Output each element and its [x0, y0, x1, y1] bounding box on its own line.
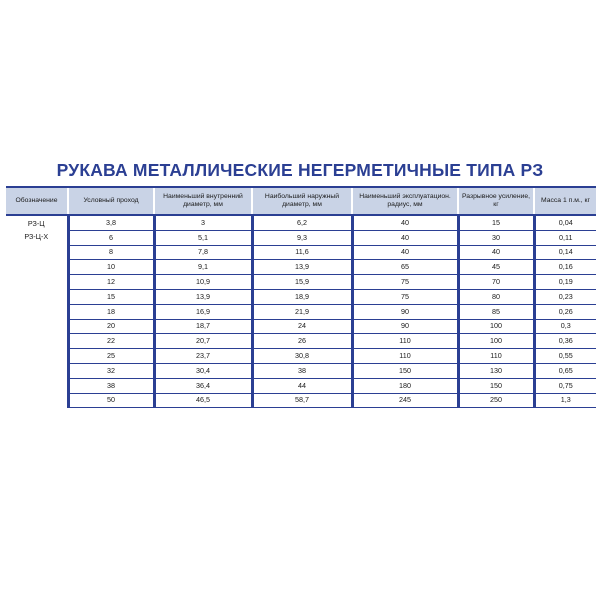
- cell-breaking-force: 150: [458, 378, 534, 393]
- table-body: [6, 215, 596, 408]
- cell-min-inner-diameter: 10,9: [154, 275, 252, 290]
- cell-breaking-force: 70: [458, 275, 534, 290]
- header-row: [6, 187, 596, 215]
- cell-mass-per-meter: 0,55: [534, 349, 596, 364]
- header-designation: Обозначение: [6, 187, 68, 215]
- cell-min-inner-diameter: 3: [154, 215, 252, 230]
- header-max-outer-diameter: Наибольший наружный диаметр, мм: [252, 187, 352, 215]
- cell-nominal-bore: 10: [68, 260, 154, 275]
- cell-breaking-force: 80: [458, 289, 534, 304]
- table-row: [6, 215, 596, 230]
- cell-mass-per-meter: 0,3: [534, 319, 596, 334]
- cell-min-inner-diameter: 23,7: [154, 349, 252, 364]
- table-row: [6, 289, 596, 304]
- table-row: [6, 275, 596, 290]
- cell-breaking-force: 45: [458, 260, 534, 275]
- cell-max-outer-diameter: 13,9: [252, 260, 352, 275]
- page-title: РУКАВА МЕТАЛЛИЧЕСКИЕ НЕГЕРМЕТИЧНЫЕ ТИПА РЗ: [56, 160, 544, 180]
- table-row: [6, 334, 596, 349]
- cell-mass-per-meter: 0,26: [534, 304, 596, 319]
- cell-min-bend-radius: 75: [352, 289, 458, 304]
- cell-min-bend-radius: 40: [352, 245, 458, 260]
- cell-nominal-bore: 3,8: [68, 215, 154, 230]
- cell-min-inner-diameter: 16,9: [154, 304, 252, 319]
- cell-mass-per-meter: 0,19: [534, 275, 596, 290]
- cell-breaking-force: 110: [458, 349, 534, 364]
- cell-mass-per-meter: 0,04: [534, 215, 596, 230]
- cell-max-outer-diameter: 18,9: [252, 289, 352, 304]
- cell-min-bend-radius: 75: [352, 275, 458, 290]
- cell-max-outer-diameter: 15,9: [252, 275, 352, 290]
- cell-min-bend-radius: 65: [352, 260, 458, 275]
- cell-min-inner-diameter: 18,7: [154, 319, 252, 334]
- table-row: [6, 319, 596, 334]
- cell-min-bend-radius: 180: [352, 378, 458, 393]
- cell-nominal-bore: 50: [68, 393, 154, 408]
- cell-min-inner-diameter: 30,4: [154, 363, 252, 378]
- cell-min-inner-diameter: 20,7: [154, 334, 252, 349]
- cell-min-inner-diameter: 46,5: [154, 393, 252, 408]
- cell-max-outer-diameter: 58,7: [252, 393, 352, 408]
- cell-nominal-bore: 32: [68, 363, 154, 378]
- cell-max-outer-diameter: 24: [252, 319, 352, 334]
- table-row: [6, 393, 596, 408]
- table-row: [6, 304, 596, 319]
- cell-min-bend-radius: 245: [352, 393, 458, 408]
- spec-table: [6, 186, 596, 408]
- cell-mass-per-meter: 0,75: [534, 378, 596, 393]
- cell-breaking-force: 100: [458, 319, 534, 334]
- cell-mass-per-meter: 0,65: [534, 363, 596, 378]
- cell-breaking-force: 250: [458, 393, 534, 408]
- cell-nominal-bore: 20: [68, 319, 154, 334]
- cell-breaking-force: 85: [458, 304, 534, 319]
- cell-nominal-bore: 38: [68, 378, 154, 393]
- cell-max-outer-diameter: 26: [252, 334, 352, 349]
- cell-nominal-bore: 15: [68, 289, 154, 304]
- cell-min-bend-radius: 90: [352, 304, 458, 319]
- cell-breaking-force: 30: [458, 230, 534, 245]
- table-row: [6, 260, 596, 275]
- designation-item: РЗ-Ц-Х: [24, 232, 49, 241]
- cell-nominal-bore: 25: [68, 349, 154, 364]
- cell-max-outer-diameter: 38: [252, 363, 352, 378]
- table-row: [6, 230, 596, 245]
- cell-nominal-bore: 18: [68, 304, 154, 319]
- cell-breaking-force: 130: [458, 363, 534, 378]
- cell-mass-per-meter: 0,36: [534, 334, 596, 349]
- header-mass-per-meter: Масса 1 п.м., кг: [534, 187, 596, 215]
- header-min-bend-radius: Наименьший эксплуатацион. радиус, мм: [352, 187, 458, 215]
- header-nominal-bore: Условный проход: [68, 187, 154, 215]
- cell-min-bend-radius: 40: [352, 215, 458, 230]
- cell-mass-per-meter: 0,14: [534, 245, 596, 260]
- cell-nominal-bore: 8: [68, 245, 154, 260]
- cell-max-outer-diameter: 6,2: [252, 215, 352, 230]
- cell-max-outer-diameter: 21,9: [252, 304, 352, 319]
- cell-mass-per-meter: 1,3: [534, 393, 596, 408]
- cell-min-inner-diameter: 13,9: [154, 289, 252, 304]
- cell-breaking-force: 100: [458, 334, 534, 349]
- cell-breaking-force: 15: [458, 215, 534, 230]
- cell-mass-per-meter: 0,23: [534, 289, 596, 304]
- cell-min-bend-radius: 90: [352, 319, 458, 334]
- cell-max-outer-diameter: 30,8: [252, 349, 352, 364]
- designation-item: РЗ-Ц: [27, 219, 45, 228]
- cell-min-bend-radius: 40: [352, 230, 458, 245]
- cell-min-bend-radius: 110: [352, 334, 458, 349]
- cell-min-inner-diameter: 36,4: [154, 378, 252, 393]
- cell-min-inner-diameter: 5,1: [154, 230, 252, 245]
- cell-max-outer-diameter: 11,6: [252, 245, 352, 260]
- cell-min-bend-radius: 150: [352, 363, 458, 378]
- cell-mass-per-meter: 0,11: [534, 230, 596, 245]
- cell-min-inner-diameter: 9,1: [154, 260, 252, 275]
- cell-min-bend-radius: 110: [352, 349, 458, 364]
- designation-cell: [6, 215, 68, 408]
- header-breaking-force: Разрывное усиление, кг: [458, 187, 534, 215]
- cell-breaking-force: 40: [458, 245, 534, 260]
- cell-nominal-bore: 12: [68, 275, 154, 290]
- table-row: [6, 245, 596, 260]
- table-row: [6, 378, 596, 393]
- table-row: [6, 363, 596, 378]
- cell-nominal-bore: 22: [68, 334, 154, 349]
- cell-mass-per-meter: 0,16: [534, 260, 596, 275]
- cell-max-outer-diameter: 9,3: [252, 230, 352, 245]
- table-row: [6, 349, 596, 364]
- cell-nominal-bore: 6: [68, 230, 154, 245]
- header-min-inner-diameter: Наименьший внутренний диаметр, мм: [154, 187, 252, 215]
- cell-min-inner-diameter: 7,8: [154, 245, 252, 260]
- cell-max-outer-diameter: 44: [252, 378, 352, 393]
